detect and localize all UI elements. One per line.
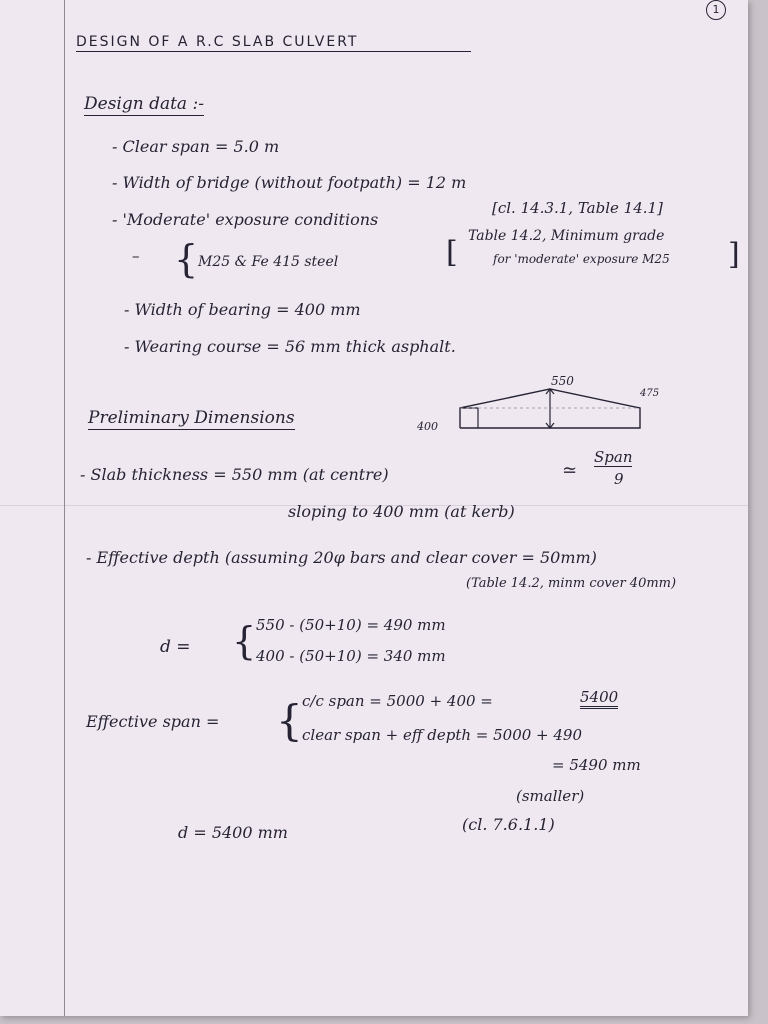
final-result: d = 5400 mm (178, 823, 288, 842)
effective-span-label: Effective span = (86, 712, 220, 731)
sketch-label-475: 475 (640, 388, 660, 399)
effective-span-line-2: clear span + eff depth = 5000 + 490 (302, 726, 583, 744)
effective-span-value: 5400 (580, 688, 618, 709)
slab-thickness-line: - Slab thickness = 550 mm (at centre) (80, 465, 389, 484)
effective-span-brace: { (276, 696, 303, 745)
effective-span-line-1: c/c span = 5000 + 400 = (302, 692, 493, 710)
preliminary-heading: Preliminary Dimensions (88, 408, 295, 428)
sketch-label-550: 550 (551, 374, 574, 388)
approx-sign: ≃ (562, 460, 578, 481)
materials-ref-bracket-right: ] (728, 237, 740, 272)
span-numerator: Span (594, 448, 633, 466)
design-data-heading: Design data :- (84, 94, 204, 114)
effective-depth-line: - Effective depth (assuming 20φ bars and clear cover = 50mm) (86, 548, 597, 567)
materials-ref-line2: for 'moderate' exposure M25 (493, 252, 670, 266)
page-title: DESIGN OF A R.C SLAB CULVERT (76, 34, 471, 52)
materials-line: M25 & Fe 415 steel (198, 254, 339, 270)
materials-brace: { (174, 237, 199, 281)
span-denominator: 9 (614, 470, 624, 488)
bearing-line: - Width of bearing = 400 mm (124, 300, 361, 319)
clear-span-line: - Clear span = 5.0 m (112, 137, 280, 156)
exposure-line: - 'Moderate' exposure conditions (112, 210, 379, 229)
dash-mark: – (132, 247, 140, 265)
smaller-note: (smaller) (516, 787, 585, 805)
slab-section-sketch (440, 380, 640, 440)
margin-line (64, 0, 65, 1016)
effective-span-line-3: = 5490 mm (552, 756, 641, 774)
page-number: 1 (706, 0, 726, 20)
width-line: - Width of bridge (without footpath) = 12 m (112, 173, 467, 192)
effective-depth-reference: (Table 14.2, minm cover 40mm) (466, 576, 677, 591)
d-label: d = (160, 637, 191, 657)
exposure-reference: [cl. 14.3.1, Table 14.1] (492, 199, 663, 217)
d-line-2: 400 - (50+10) = 340 mm (256, 647, 446, 665)
materials-ref-line1: Table 14.2, Minimum grade (468, 228, 665, 244)
sketch-label-400: 400 (417, 420, 438, 433)
wearing-course-line: - Wearing course = 56 mm thick asphalt. (124, 337, 456, 356)
d-line-1: 550 - (50+10) = 490 mm (256, 616, 446, 634)
sloping-line: sloping to 400 mm (at kerb) (288, 502, 515, 521)
clause-reference: (cl. 7.6.1.1) (462, 815, 555, 834)
materials-ref-bracket-left: [ (446, 235, 458, 270)
d-brace: { (232, 619, 257, 663)
